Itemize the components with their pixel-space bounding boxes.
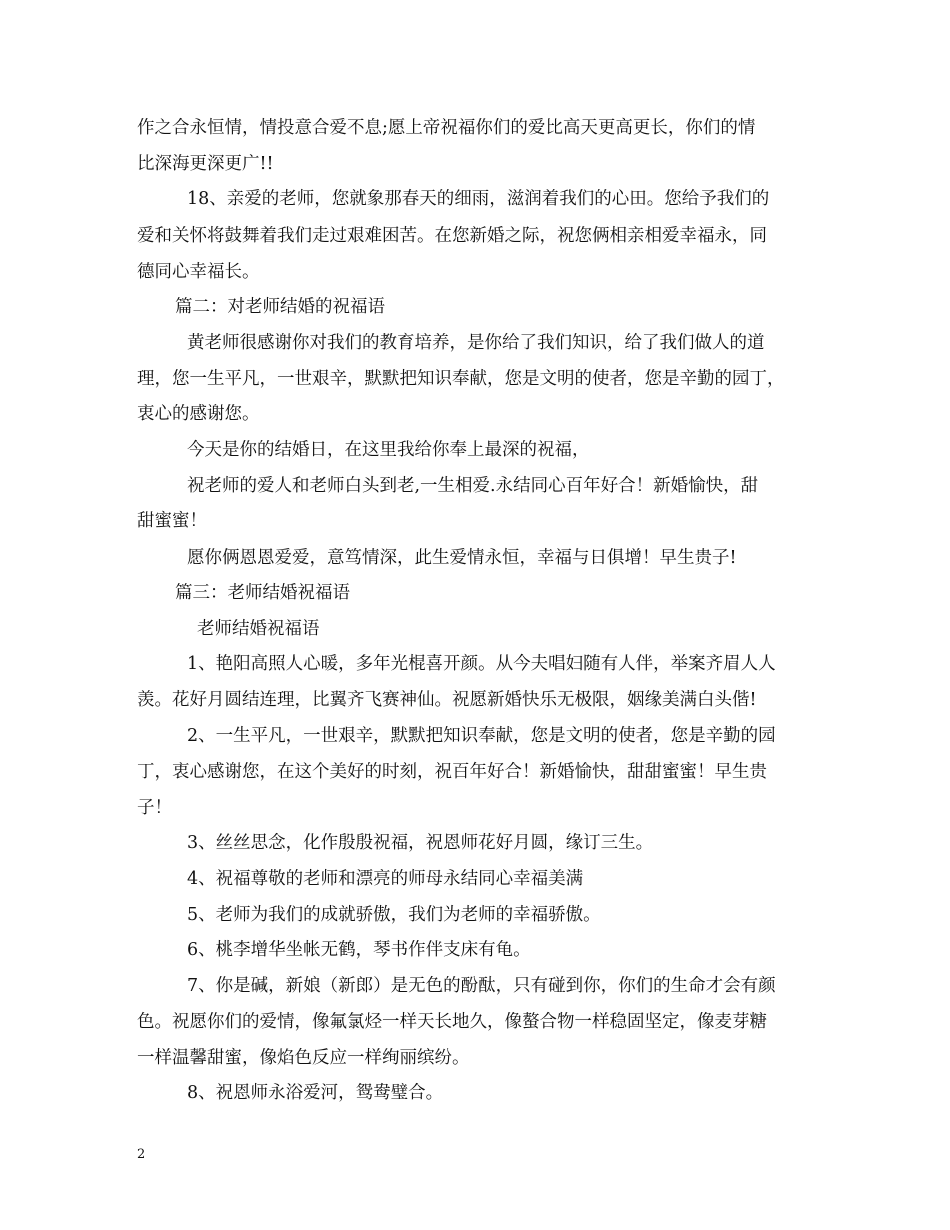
body-text-line: 一样温馨甜蜜，像焰色反应一样绚丽缤纷。 [137, 1048, 470, 1068]
body-text-line: 丁，衷心感谢您，在这个美好的时刻，祝百年好合！新婚愉快，甜甜蜜蜜！早生贵 [137, 762, 767, 782]
body-text-line: 衷心的感谢您。 [137, 404, 260, 424]
body-text-line: 4、祝福尊敬的老师和漂亮的师母永结同心幸福美满 [187, 869, 584, 889]
body-text-line: 甜蜜蜜！ [137, 511, 207, 531]
body-text-line: 5、老师为我们的成就骄傲，我们为老师的幸福骄傲。 [187, 905, 601, 925]
section-heading: 篇二：对老师结婚的祝福语 [175, 297, 385, 317]
body-text-line: 爱和关怀将鼓舞着我们走过艰难困苦。在您新婚之际，祝您俩相亲相爱幸福永，同 [137, 226, 767, 246]
body-text-line: 祝老师的爱人和老师白头到老,一生相爱.永结同心百年好合！新婚愉快，甜 [187, 476, 759, 496]
body-text-line: 1、艳阳高照人心暖，多年光棍喜开颜。从今夫唱妇随有人伴，举案齐眉人人 [187, 654, 776, 674]
body-text-line: 色。祝愿你们的爱情，像氟氯烃一样天长地久，像螯合物一样稳固坚定，像麦芽糖 [137, 1012, 767, 1032]
body-text-line: 2、一生平凡，一世艰辛，默默把知识奉献，您是文明的使者，您是辛勤的园 [187, 726, 776, 746]
body-text-line: 今天是你的结婚日，在这里我给你奉上最深的祝福， [187, 440, 590, 460]
body-text-line: 愿你俩恩恩爱爱，意笃情深，此生爱情永恒，幸福与日俱增！早生贵子! [187, 548, 737, 568]
body-text-line: 7、你是碱，新娘（新郎）是无色的酚酞，只有碰到你，你们的生命才会有颜 [187, 976, 776, 996]
body-text-line: 18、亲爱的老师，您就象那春天的细雨，滋润着我们的心田。您给予我们的 [187, 189, 770, 209]
body-text-line: 羡。花好月圆结连理，比翼齐飞赛神仙。祝愿新婚快乐无极限，姻缘美满白头偕! [137, 690, 757, 710]
body-text-line: 8、祝恩师永浴爱河，鸳鸯璧合。 [187, 1083, 444, 1103]
subheading: 老师结婚祝福语 [197, 619, 320, 639]
body-text-line: 黄老师很感谢你对我们的教育培养，是你给了我们知识，给了我们做人的道 [187, 333, 765, 353]
page-number: 2 [137, 1147, 146, 1162]
body-text-line: 子！ [137, 798, 172, 818]
body-text-line: 作之合永恒情，情投意合爱不息;愿上帝祝福你们的爱比高天更高更长，你们的情 [137, 118, 756, 138]
body-text-line: 理，您一生平凡，一世艰辛，默默把知识奉献，您是文明的使者，您是辛勤的园丁， [137, 369, 785, 389]
body-text-line: 3、丝丝思念，化作殷殷祝福，祝恩师花好月圆，缘订三生。 [187, 833, 654, 853]
section-heading: 篇三：老师结婚祝福语 [175, 583, 350, 603]
body-text-line: 6、桃李增华坐帐无鹤，琴书作伴支床有龟。 [187, 940, 531, 960]
body-text-line: 比深海更深更广!! [137, 154, 274, 174]
body-text-line: 德同心幸福长。 [137, 262, 260, 282]
